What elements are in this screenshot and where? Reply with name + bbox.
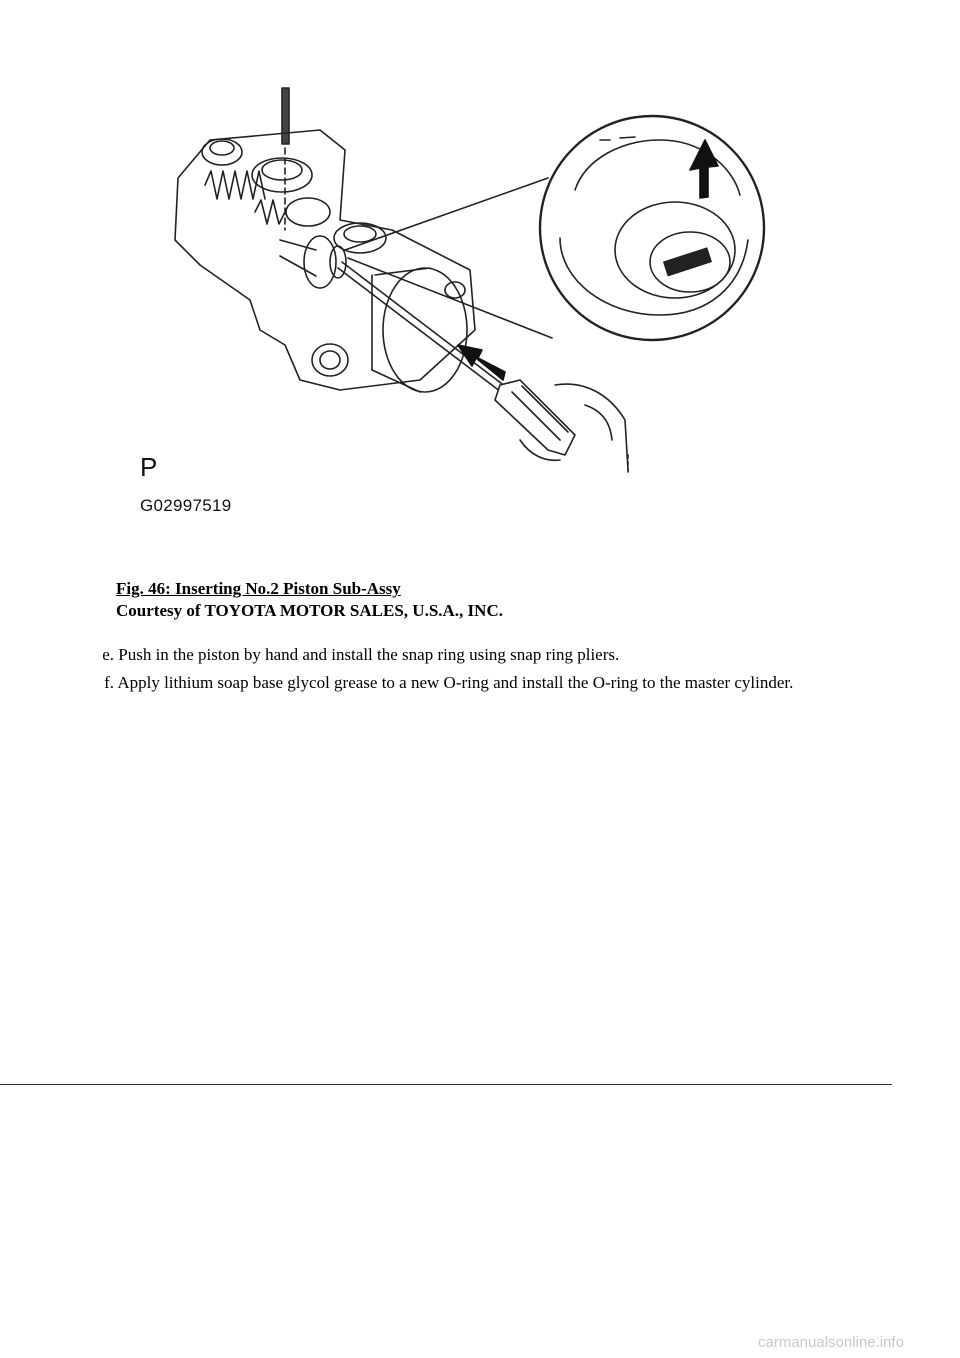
figure-caption-credit: Courtesy of TOYOTA MOTOR SALES, U.S.A., INC. bbox=[116, 601, 503, 620]
piston-insertion-illustration bbox=[136, 82, 772, 522]
master-cylinder-body-icon bbox=[175, 130, 475, 390]
up-arrow-icon bbox=[690, 140, 718, 198]
figure-caption-title: Fig. 46: Inserting No.2 Piston Sub-Assy bbox=[116, 579, 401, 598]
page-divider bbox=[0, 1084, 892, 1085]
step-text: Push in the piston by hand and install the snap ring using snap ring pliers. bbox=[118, 645, 620, 664]
screwdriver-icon bbox=[338, 262, 575, 455]
step-text: Apply lithium soap base glycol grease to a new O-ring and install the O-ring to the master cylinder. bbox=[117, 673, 794, 692]
step-marker: f. bbox=[104, 673, 114, 692]
push-arrow-icon bbox=[458, 345, 505, 380]
watermark: carmanualsonline.info bbox=[758, 1334, 904, 1351]
magnified-detail-icon bbox=[540, 116, 764, 340]
procedure-step bbox=[74, 672, 934, 694]
procedure-step bbox=[74, 644, 934, 666]
figure-code: G02997519 bbox=[140, 496, 232, 515]
step-marker: e. bbox=[102, 645, 114, 664]
figure-letter: P bbox=[140, 452, 158, 482]
